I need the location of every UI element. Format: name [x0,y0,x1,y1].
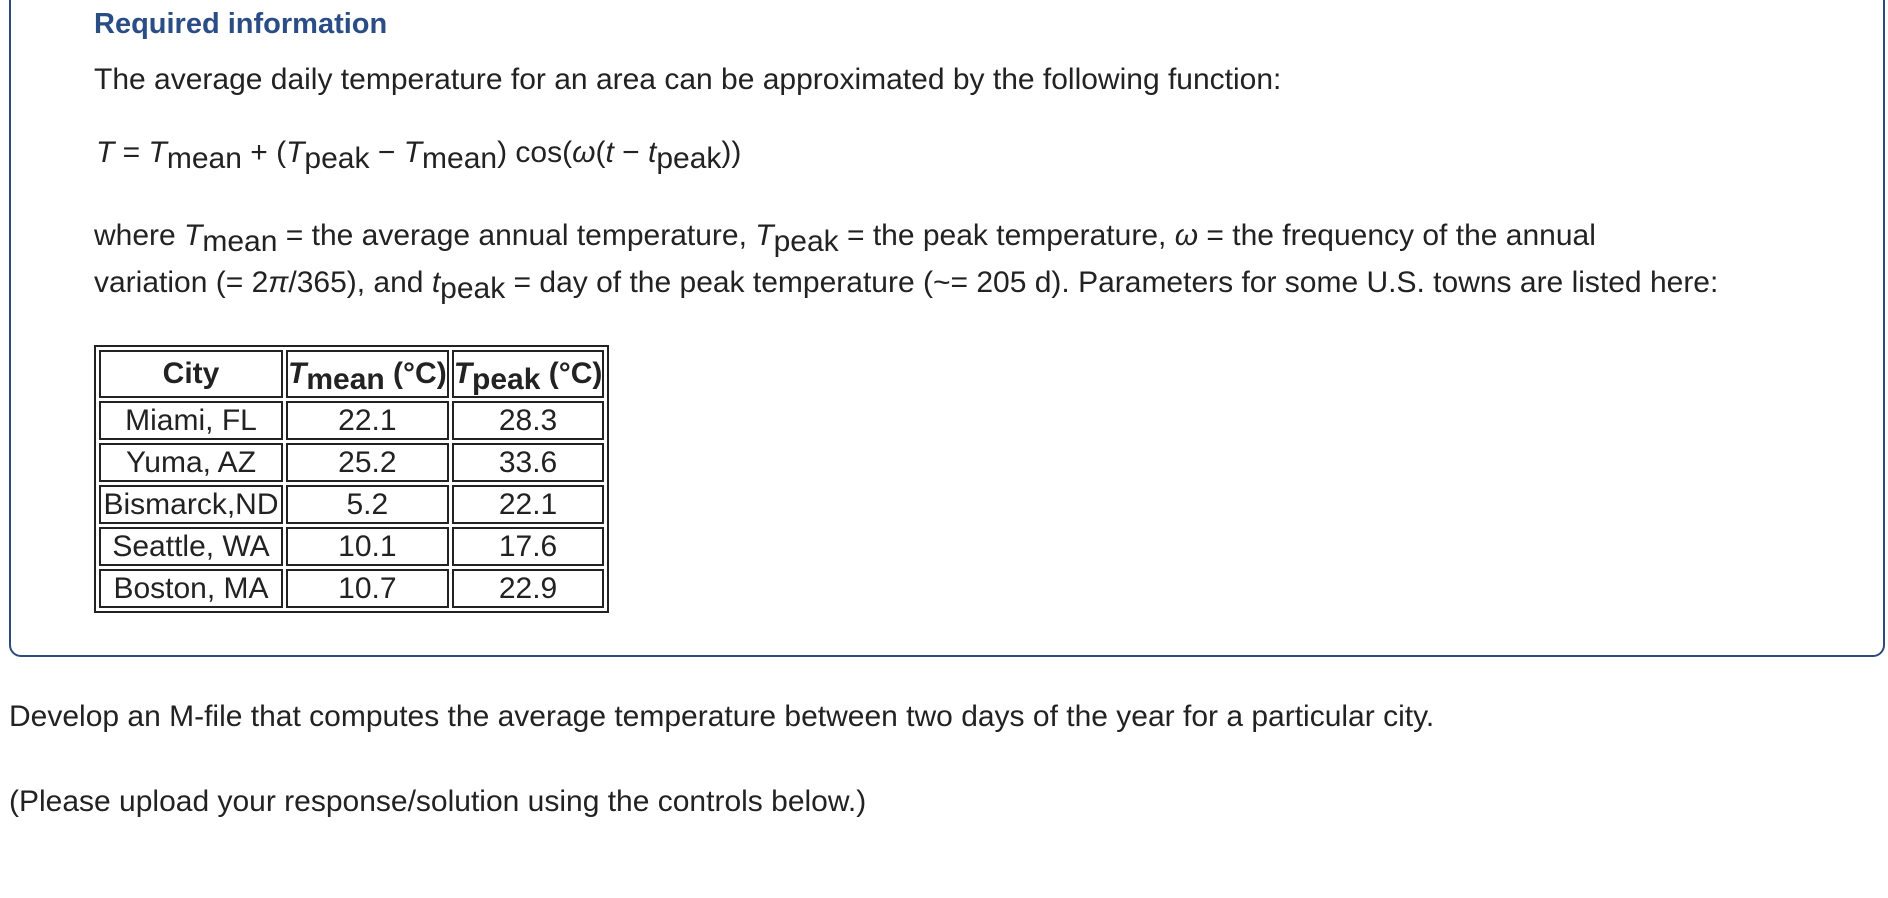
question-text: Develop an M-file that computes the average temperature between two days of the year for a particular city. [9,700,1435,733]
where-tpeak-lower-sub: peak [440,272,506,305]
where-text-7: = day of the peak temperature (~= 205 d). Parameters for some U.S. towns are listed here: [505,266,1719,299]
table-row [99,401,604,440]
where-text-6: /365), and [288,266,432,299]
temperature-formula [96,136,742,175]
formula-t: t [605,136,614,169]
where-tmean-sub: mean [202,225,278,258]
cell-tmean: 25.2 [286,443,449,482]
cell-city: Seattle, WA [99,527,283,566]
where-text-4: = the frequency of the annual [1198,219,1596,252]
cell-tpeak: 22.1 [452,485,605,524]
formula-minus2: − [613,136,648,169]
cell-tpeak: 22.9 [452,569,605,608]
formula-close: )) [721,136,742,169]
where-definitions [94,212,1874,306]
cell-tpeak: 33.6 [452,443,605,482]
required-information-title: Required information [94,8,388,40]
header-tpeak-sub: peak [472,363,541,396]
formula-tmean2-sub: mean [422,142,498,175]
upload-instruction: (Please upload your response/solution using the controls below.) [9,785,867,818]
where-tpeak-sub: peak [773,225,839,258]
header-tpeak-unit: (°C) [540,357,603,390]
cell-city: Miami, FL [99,401,283,440]
formula-tpeak-lower-var: t [647,136,657,169]
cell-tmean: 5.2 [286,485,449,524]
table-row [99,527,604,566]
where-text-5: variation (= 2 [94,266,269,299]
where-text-2: = the average annual temperature, [277,219,756,252]
header-tpeak [452,350,605,398]
where-omega: ω [1174,219,1199,252]
where-tpeak-lower-var: t [431,266,441,299]
formula-T: T [96,136,115,169]
cell-tpeak: 17.6 [452,527,605,566]
cell-tmean: 22.1 [286,401,449,440]
header-tmean [286,350,449,398]
formula-plus: + ( [241,136,287,169]
where-text-3: = the peak temperature, [838,219,1175,252]
header-tmean-var: T [288,357,307,390]
formula-cos: ) cos( [497,136,573,169]
where-tmean-var: T [184,219,203,252]
cell-tpeak: 28.3 [452,401,605,440]
city-parameters-table [94,345,609,613]
cell-tmean: 10.7 [286,569,449,608]
cell-tmean: 10.1 [286,527,449,566]
table-row [99,443,604,482]
formula-tpeak-lower-sub: peak [656,142,722,175]
where-text-1: where [94,219,185,252]
formula-tmean-sub: mean [166,142,242,175]
where-tpeak-var: T [755,219,774,252]
cell-city: Bismarck,ND [99,485,283,524]
formula-tmean-var: T [148,136,167,169]
table-header-row [99,350,604,398]
formula-tmean2-var: T [403,136,423,169]
header-city: City [99,350,283,398]
header-tmean-unit: (°C) [384,357,447,390]
formula-tpeak-var: T [286,136,305,169]
formula-tpeak-sub: peak [304,142,370,175]
table-row [99,569,604,608]
table-row [99,485,604,524]
formula-omega: ω [572,136,596,169]
formula-minus: − [369,136,404,169]
header-tmean-sub: mean [306,363,385,396]
where-pi: π [268,266,289,299]
header-tpeak-var: T [453,357,473,390]
intro-text: The average daily temperature for an area can be approximated by the following function: [94,63,1282,96]
cell-city: Boston, MA [99,569,283,608]
cell-city: Yuma, AZ [99,443,283,482]
formula-paren: ( [595,136,606,169]
formula-eq: = [114,136,149,169]
